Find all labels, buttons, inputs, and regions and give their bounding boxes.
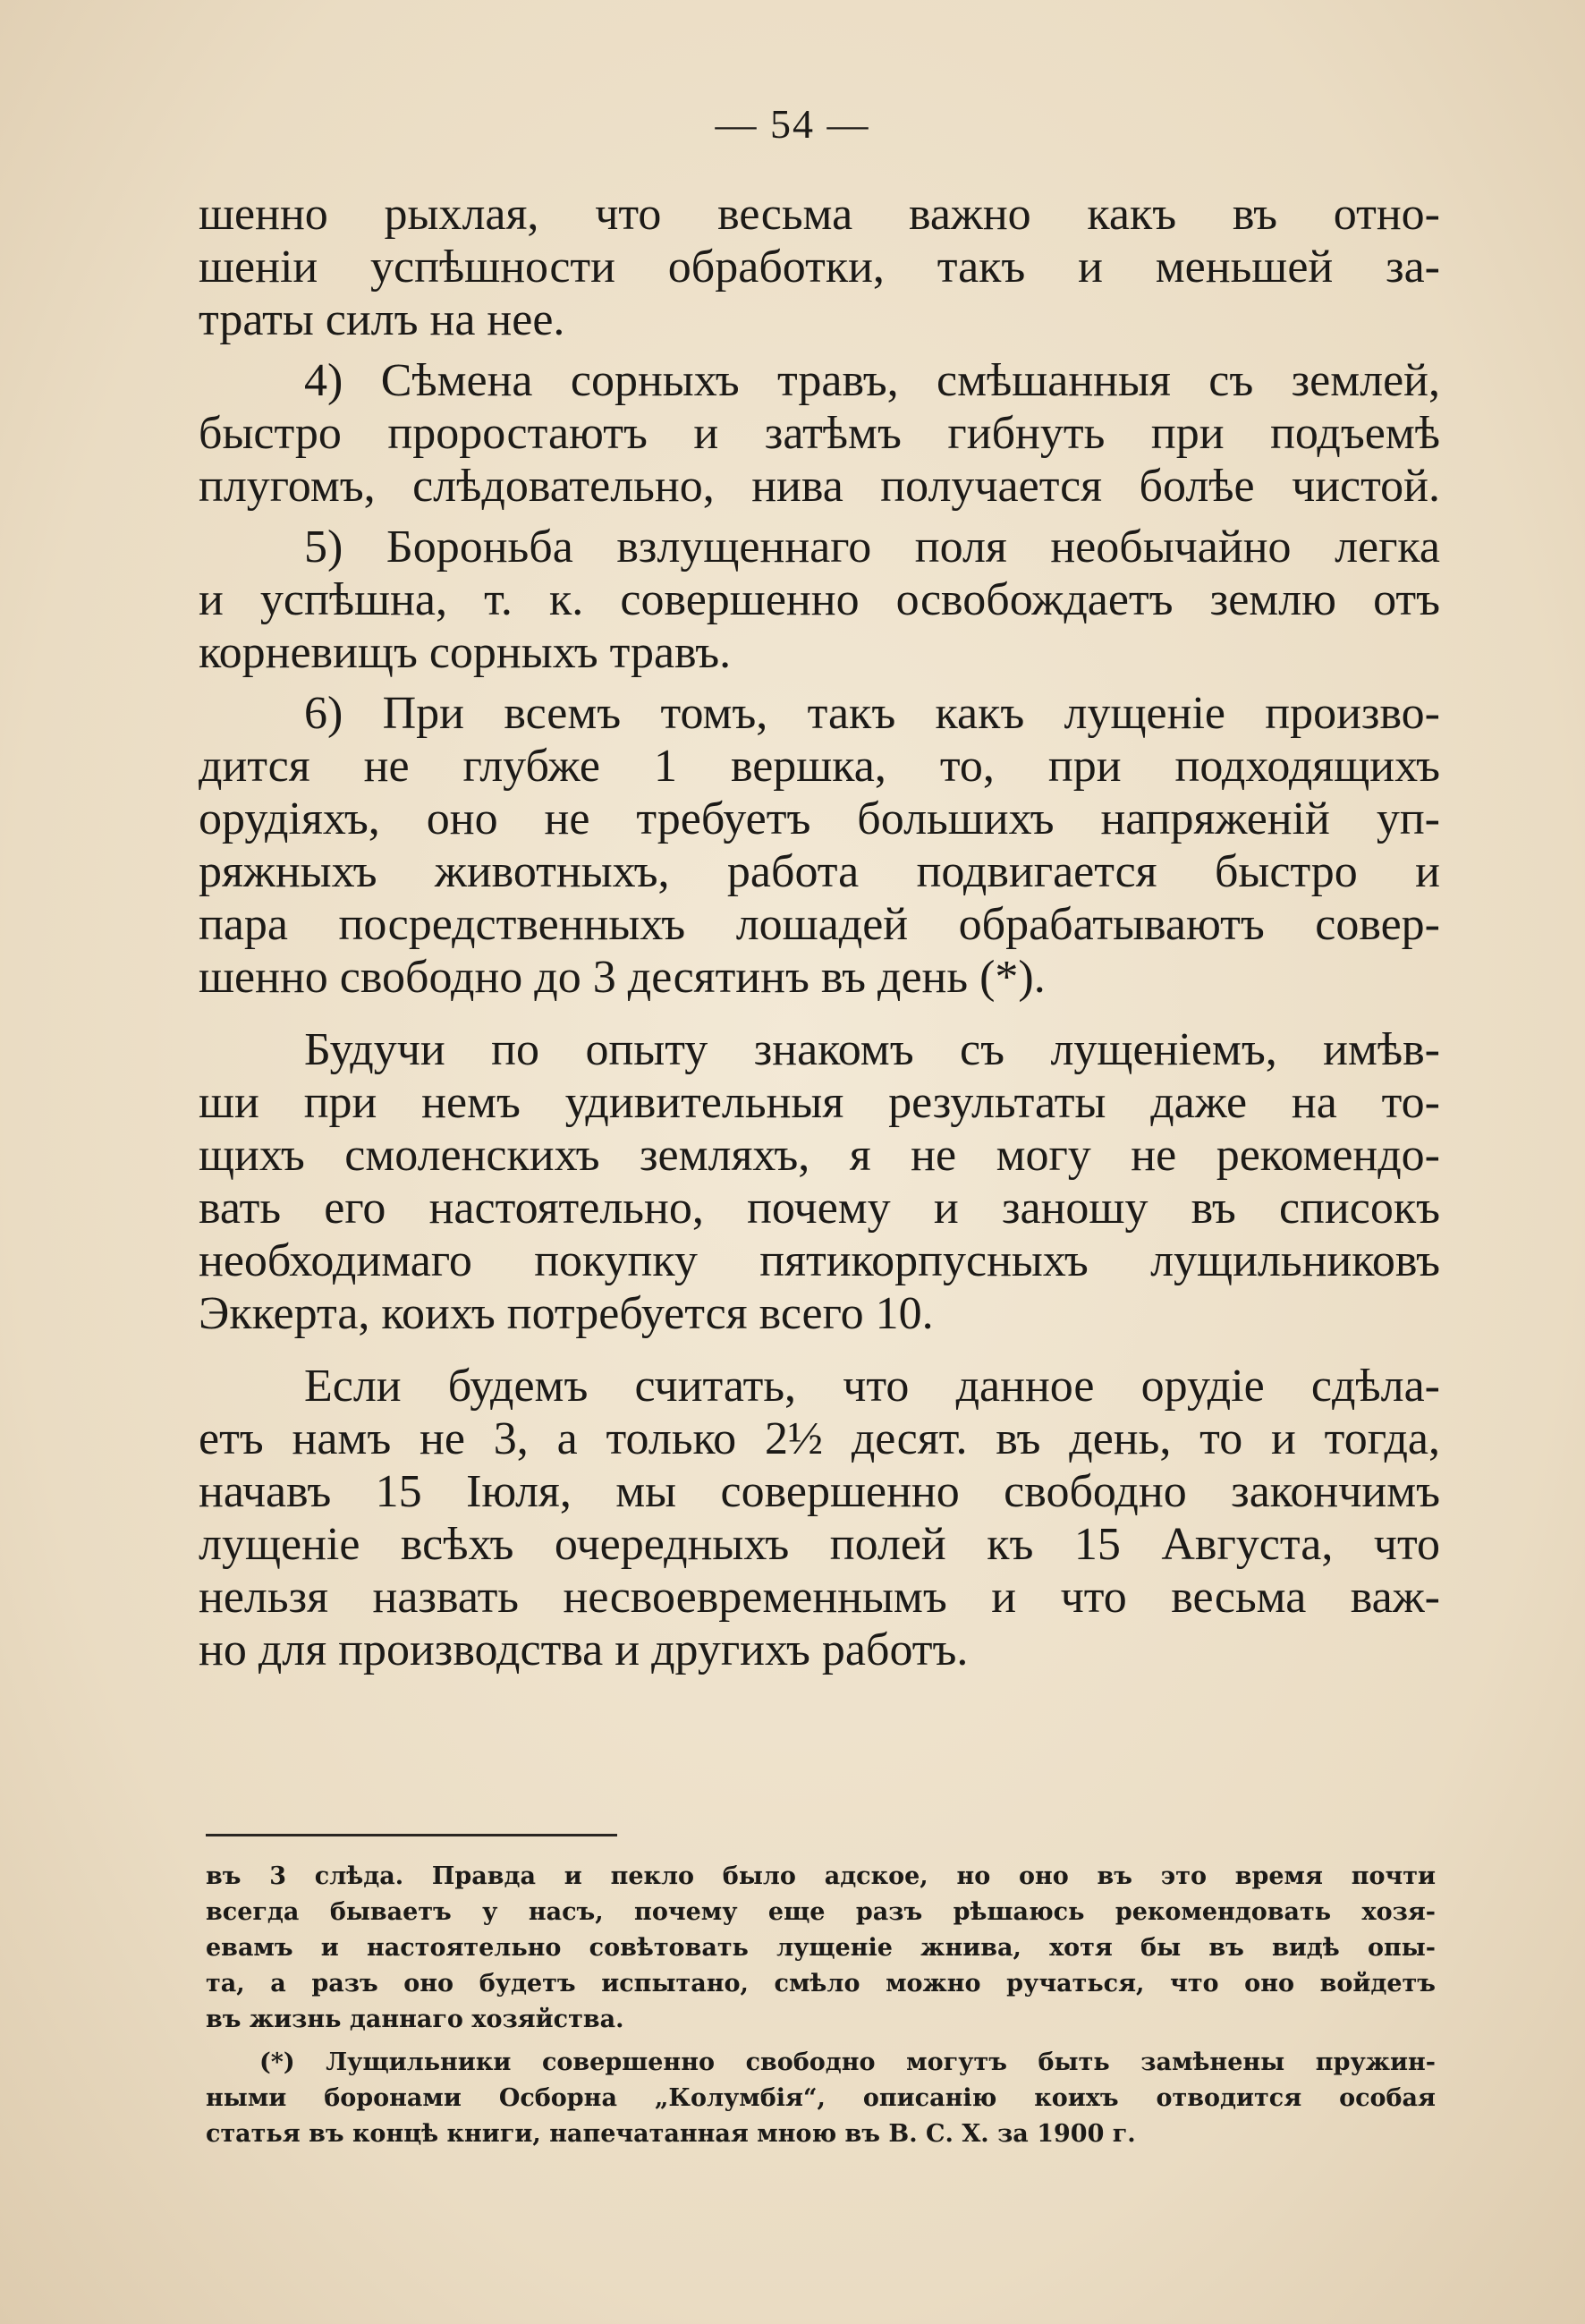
footnote-line: евамъ и настоятельно совѣтовать лущеніе жнива, хотя бы въ видѣ опы- — [206, 1934, 1436, 1962]
text-line: 4) Сѣмена сорныхъ травъ, смѣшанныя съ землей, — [304, 355, 1440, 406]
text-line: плугомъ, слѣдовательно, нива получается болѣе чистой. — [199, 461, 1440, 512]
text-line: дится не глубже 1 вершка, то, при подходящихъ — [199, 741, 1440, 792]
paragraph — [199, 521, 1440, 679]
text-line: ряжныхъ животныхъ, работа подвигается быстро и — [199, 846, 1440, 897]
text-line: етъ намъ не 3, а только 2½ десят. въ день, то и тогда, — [199, 1413, 1440, 1464]
text-line: вать его настоятельно, почему и заношу въ списокъ — [199, 1183, 1440, 1234]
footnote-line: (*) Лущильники совершенно свободно могутъ быть замѣнены пружин- — [259, 2048, 1436, 2076]
text-line: ши при немъ удивительныя результаты даже на то- — [199, 1077, 1440, 1128]
body-text — [199, 188, 1440, 1676]
text-line: нельзя назвать несвоевременнымъ и что весьма важ- — [199, 1572, 1440, 1623]
text-line: быстро проростаютъ и затѣмъ гибнуть при подъемѣ — [199, 408, 1440, 459]
footnote — [206, 2045, 1436, 2152]
text-line: необходимаго покупку пятикорпусныхъ лущильниковъ — [199, 1235, 1440, 1286]
footnote-line: та, а разъ оно будетъ испытано, смѣло можно ручаться, что оно войдетъ — [206, 1970, 1436, 1997]
text-line: лущеніе всѣхъ очередныхъ полей къ 15 Августа, что — [199, 1519, 1440, 1570]
text-line: Эккерта, коихъ потребуется всего 10. — [199, 1288, 934, 1339]
paragraph — [199, 687, 1440, 1004]
paragraph — [199, 1360, 1440, 1676]
text-line: начавъ 15 Іюля, мы совершенно свободно закончимъ — [199, 1466, 1440, 1517]
text-line: траты силъ на нее. — [199, 294, 565, 345]
text-line: Если будемъ считать, что данное орудіе сдѣла- — [304, 1361, 1440, 1412]
footnote-divider — [206, 1834, 617, 1836]
paragraph — [199, 188, 1440, 346]
footnote-line: статья въ концѣ книги, напечатанная мною въ В. С. Х. за 1900 г. — [206, 2120, 1136, 2148]
text-line: 5) Бороньба взлущеннаго поля необычайно легка — [304, 522, 1440, 573]
footnote — [206, 1859, 1436, 2038]
paragraph — [199, 354, 1440, 513]
text-line: корневищъ сорныхъ травъ. — [199, 627, 732, 678]
text-line: пара посредственныхъ лошадей обрабатываютъ совер- — [199, 899, 1440, 950]
footnote-line: въ 3 слѣда. Правда и пекло было адское, но оно въ это время почти — [206, 1862, 1436, 1890]
footnotes — [206, 1859, 1436, 2152]
text-line: шеніи успѣшности обработки, такъ и меньшей за- — [199, 242, 1440, 293]
text-line: шенно рыхлая, что весьма важно какъ въ отно- — [199, 189, 1440, 240]
footnote-line: въ жизнь даннаго хозяйства. — [206, 2006, 624, 2033]
text-line: Будучи по опыту знакомъ съ лущеніемъ, имѣв- — [304, 1024, 1440, 1075]
footnote-line: всегда бываетъ у насъ, почему еще разъ рѣшаюсь рекомендовать хозя- — [206, 1898, 1436, 1926]
page-number: — 54 — — [715, 101, 870, 147]
text-line: 6) При всемъ томъ, такъ какъ лущеніе произво- — [304, 688, 1440, 739]
footnote-line: ными боронами Осборна „Колумбія“, описанію коихъ отводится особая — [206, 2084, 1436, 2112]
text-line: но для производства и другихъ работъ. — [199, 1624, 969, 1675]
text-line: шенно свободно до 3 десятинъ въ день (*). — [199, 952, 1046, 1003]
text-line: щихъ смоленскихъ земляхъ, я не могу не рекомендо- — [199, 1130, 1440, 1181]
text-line: и успѣшна, т. к. совершенно освобождаетъ землю отъ — [199, 574, 1440, 625]
text-line: орудіяхъ, оно не требуетъ большихъ напряженій уп- — [199, 793, 1440, 844]
paragraph — [199, 1023, 1440, 1340]
